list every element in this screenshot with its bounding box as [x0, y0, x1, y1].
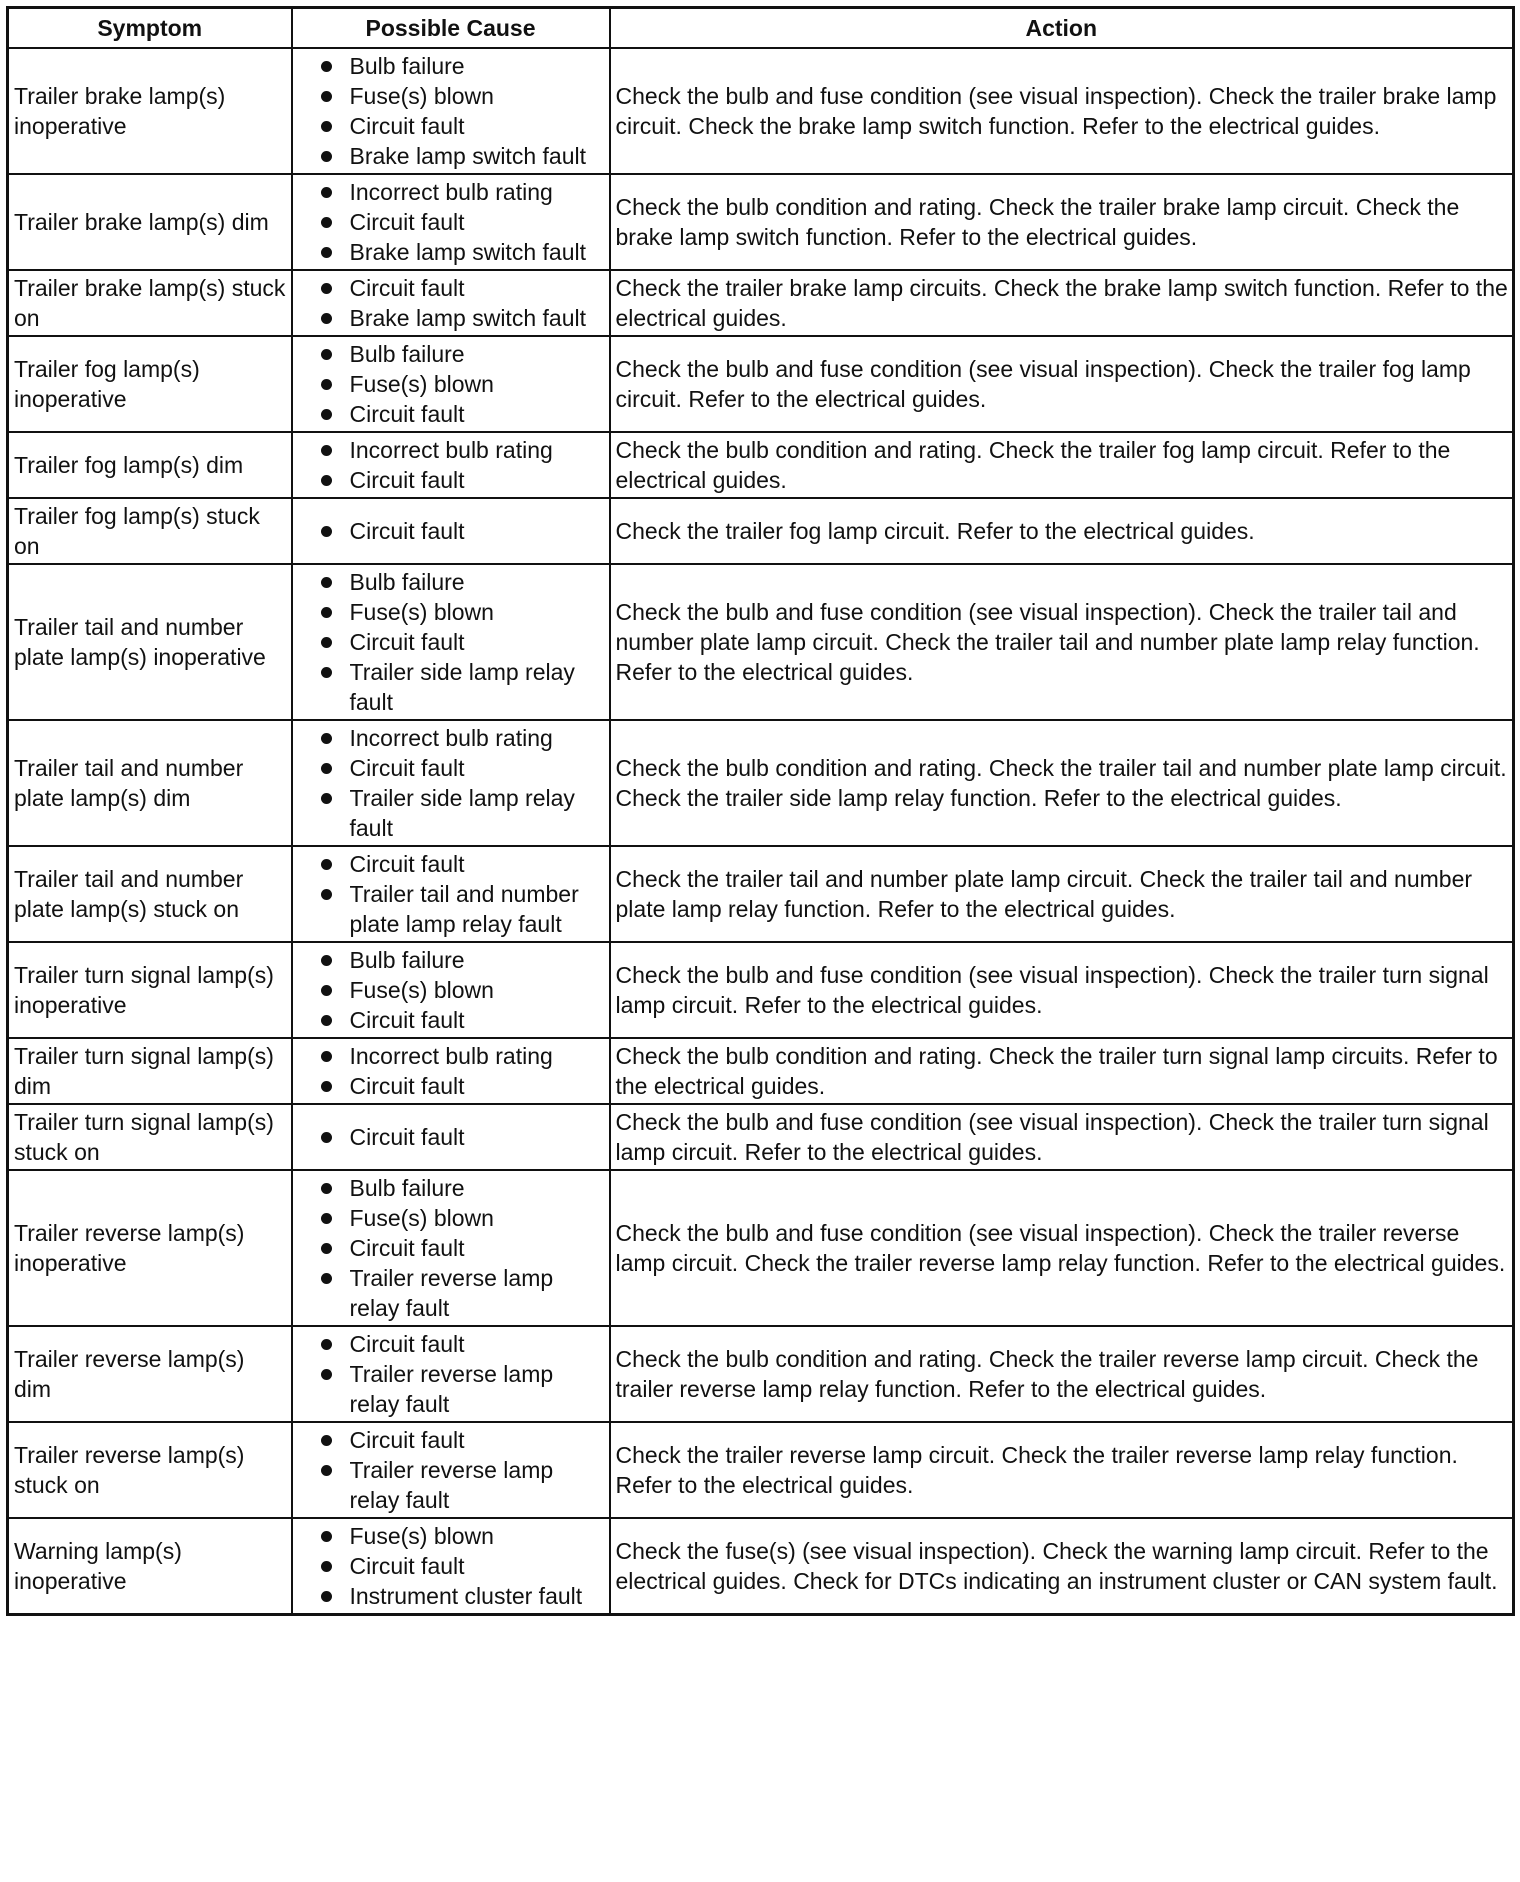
action-cell: Check the trailer fog lamp circuit. Refer to the electrical guides.	[610, 498, 1514, 564]
possible-cause-cell	[292, 1518, 610, 1615]
action-cell: Check the fuse(s) (see visual inspection). Check the warning lamp circuit. Refer to the electrical guides. Check for DTCs indicating an instrument cluster or CAN system fault.	[610, 1518, 1514, 1615]
cause-list	[298, 1173, 605, 1323]
cause-list	[298, 339, 605, 429]
symptom-cell: Trailer fog lamp(s) inoperative	[8, 336, 292, 432]
cause-list	[298, 273, 605, 333]
action-cell: Check the bulb condition and rating. Check the trailer turn signal lamp circuits. Refer to the electrical guides.	[610, 1038, 1514, 1104]
possible-cause-cell	[292, 720, 610, 846]
cause-list-item: Circuit fault	[298, 753, 605, 783]
possible-cause-cell	[292, 942, 610, 1038]
possible-cause-cell	[292, 1422, 610, 1518]
cause-list	[298, 1122, 605, 1152]
possible-cause-cell	[292, 336, 610, 432]
cause-list-item: Circuit fault	[298, 627, 605, 657]
cause-list	[298, 1041, 605, 1101]
symptom-cell: Trailer fog lamp(s) dim	[8, 432, 292, 498]
action-cell: Check the bulb and fuse condition (see visual inspection). Check the trailer fog lamp circuit. Refer to the electrical guides.	[610, 336, 1514, 432]
cause-list	[298, 849, 605, 939]
cause-list-item: Circuit fault	[298, 1551, 605, 1581]
table-row	[8, 48, 1514, 174]
action-cell: Check the bulb condition and rating. Check the trailer brake lamp circuit. Check the brake lamp switch function. Refer to the electrical guides.	[610, 174, 1514, 270]
cause-list-item: Circuit fault	[298, 399, 605, 429]
cause-list-item: Trailer side lamp relay fault	[298, 783, 605, 843]
cause-list-item: Fuse(s) blown	[298, 369, 605, 399]
cause-list-item: Brake lamp switch fault	[298, 141, 605, 171]
cause-list-item: Fuse(s) blown	[298, 1203, 605, 1233]
table-row	[8, 720, 1514, 846]
table-row	[8, 846, 1514, 942]
cause-list-item: Trailer reverse lamp relay fault	[298, 1359, 605, 1419]
table-row	[8, 942, 1514, 1038]
possible-cause-cell	[292, 498, 610, 564]
symptom-chart-table	[6, 6, 1515, 1616]
action-cell: Check the trailer reverse lamp circuit. Check the trailer reverse lamp relay function. Refer to the electrical guides.	[610, 1422, 1514, 1518]
action-cell: Check the bulb condition and rating. Check the trailer fog lamp circuit. Refer to the electrical guides.	[610, 432, 1514, 498]
cause-list-item: Circuit fault	[298, 849, 605, 879]
table-row	[8, 498, 1514, 564]
table-row	[8, 564, 1514, 720]
cause-list	[298, 567, 605, 717]
action-cell: Check the bulb and fuse condition (see visual inspection). Check the trailer reverse lamp circuit. Check the trailer reverse lamp relay function. Refer to the electrical guides.	[610, 1170, 1514, 1326]
symptom-cell: Trailer tail and number plate lamp(s) stuck on	[8, 846, 292, 942]
symptom-cell: Warning lamp(s) inoperative	[8, 1518, 292, 1615]
cause-list-item: Circuit fault	[298, 465, 605, 495]
action-cell: Check the bulb and fuse condition (see visual inspection). Check the trailer turn signal lamp circuit. Refer to the electrical guides.	[610, 942, 1514, 1038]
cause-list-item: Incorrect bulb rating	[298, 723, 605, 753]
action-cell: Check the bulb and fuse condition (see visual inspection). Check the trailer turn signal lamp circuit. Refer to the electrical guides.	[610, 1104, 1514, 1170]
cause-list-item: Circuit fault	[298, 1329, 605, 1359]
cause-list-item: Trailer reverse lamp relay fault	[298, 1263, 605, 1323]
possible-cause-cell	[292, 174, 610, 270]
action-cell: Check the trailer tail and number plate lamp circuit. Check the trailer tail and number plate lamp relay function. Refer to the electrical guides.	[610, 846, 1514, 942]
cause-list-item: Brake lamp switch fault	[298, 237, 605, 267]
possible-cause-cell	[292, 564, 610, 720]
possible-cause-cell	[292, 1170, 610, 1326]
symptom-cell: Trailer turn signal lamp(s) inoperative	[8, 942, 292, 1038]
action-cell: Check the trailer brake lamp circuits. Check the brake lamp switch function. Refer to the electrical guides.	[610, 270, 1514, 336]
symptom-cell: Trailer turn signal lamp(s) dim	[8, 1038, 292, 1104]
symptom-cell: Trailer tail and number plate lamp(s) inoperative	[8, 564, 292, 720]
table-body	[8, 48, 1514, 1615]
cause-list	[298, 516, 605, 546]
cause-list	[298, 1521, 605, 1611]
symptom-cell: Trailer brake lamp(s) dim	[8, 174, 292, 270]
cause-list-item: Bulb failure	[298, 1173, 605, 1203]
cause-list-item: Fuse(s) blown	[298, 81, 605, 111]
header-possible-cause: Possible Cause	[292, 8, 610, 49]
cause-list-item: Incorrect bulb rating	[298, 177, 605, 207]
cause-list-item: Circuit fault	[298, 273, 605, 303]
cause-list-item: Incorrect bulb rating	[298, 435, 605, 465]
cause-list-item: Fuse(s) blown	[298, 975, 605, 1005]
table-row	[8, 336, 1514, 432]
cause-list-item: Circuit fault	[298, 1233, 605, 1263]
symptom-cell: Trailer reverse lamp(s) stuck on	[8, 1422, 292, 1518]
cause-list-item: Bulb failure	[298, 945, 605, 975]
symptom-cell: Trailer fog lamp(s) stuck on	[8, 498, 292, 564]
action-cell: Check the bulb and fuse condition (see visual inspection). Check the trailer brake lamp circuit. Check the brake lamp switch function. Refer to the electrical guides.	[610, 48, 1514, 174]
cause-list-item: Incorrect bulb rating	[298, 1041, 605, 1071]
cause-list-item: Circuit fault	[298, 1071, 605, 1101]
diagnosis-table-container	[6, 6, 1515, 1616]
possible-cause-cell	[292, 1038, 610, 1104]
table-row	[8, 1422, 1514, 1518]
cause-list-item: Circuit fault	[298, 111, 605, 141]
cause-list	[298, 177, 605, 267]
symptom-cell: Trailer brake lamp(s) stuck on	[8, 270, 292, 336]
cause-list-item: Bulb failure	[298, 339, 605, 369]
cause-list-item: Fuse(s) blown	[298, 1521, 605, 1551]
header-symptom: Symptom	[8, 8, 292, 49]
possible-cause-cell	[292, 432, 610, 498]
action-cell: Check the bulb condition and rating. Check the trailer reverse lamp circuit. Check the trailer reverse lamp relay function. Refer to the electrical guides.	[610, 1326, 1514, 1422]
cause-list-item: Fuse(s) blown	[298, 597, 605, 627]
table-row	[8, 174, 1514, 270]
cause-list	[298, 1329, 605, 1419]
cause-list-item: Trailer reverse lamp relay fault	[298, 1455, 605, 1515]
table-row	[8, 1170, 1514, 1326]
possible-cause-cell	[292, 1104, 610, 1170]
table-row	[8, 270, 1514, 336]
cause-list-item: Circuit fault	[298, 516, 605, 546]
table-row	[8, 1104, 1514, 1170]
cause-list-item: Bulb failure	[298, 51, 605, 81]
cause-list-item: Circuit fault	[298, 207, 605, 237]
cause-list	[298, 1425, 605, 1515]
cause-list	[298, 51, 605, 171]
cause-list-item: Circuit fault	[298, 1005, 605, 1035]
table-row	[8, 1326, 1514, 1422]
cause-list	[298, 723, 605, 843]
cause-list-item: Instrument cluster fault	[298, 1581, 605, 1611]
table-row	[8, 432, 1514, 498]
cause-list	[298, 945, 605, 1035]
cause-list-item: Trailer side lamp relay fault	[298, 657, 605, 717]
table-row	[8, 1038, 1514, 1104]
cause-list-item: Circuit fault	[298, 1425, 605, 1455]
table-row	[8, 1518, 1514, 1615]
possible-cause-cell	[292, 1326, 610, 1422]
symptom-cell: Trailer reverse lamp(s) dim	[8, 1326, 292, 1422]
cause-list-item: Brake lamp switch fault	[298, 303, 605, 333]
cause-list-item: Circuit fault	[298, 1122, 605, 1152]
possible-cause-cell	[292, 846, 610, 942]
action-cell: Check the bulb condition and rating. Check the trailer tail and number plate lamp circuit. Check the trailer side lamp relay function. Refer to the electrical guides.	[610, 720, 1514, 846]
symptom-cell: Trailer turn signal lamp(s) stuck on	[8, 1104, 292, 1170]
symptom-cell: Trailer tail and number plate lamp(s) dim	[8, 720, 292, 846]
cause-list-item: Bulb failure	[298, 567, 605, 597]
symptom-cell: Trailer brake lamp(s) inoperative	[8, 48, 292, 174]
symptom-cell: Trailer reverse lamp(s) inoperative	[8, 1170, 292, 1326]
possible-cause-cell	[292, 48, 610, 174]
possible-cause-cell	[292, 270, 610, 336]
header-action: Action	[610, 8, 1514, 49]
cause-list	[298, 435, 605, 495]
cause-list-item: Trailer tail and number plate lamp relay fault	[298, 879, 605, 939]
action-cell: Check the bulb and fuse condition (see visual inspection). Check the trailer tail and number plate lamp circuit. Check the trailer tail and number plate lamp relay function. Refer to the electrical guides.	[610, 564, 1514, 720]
table-header-row	[8, 8, 1514, 49]
